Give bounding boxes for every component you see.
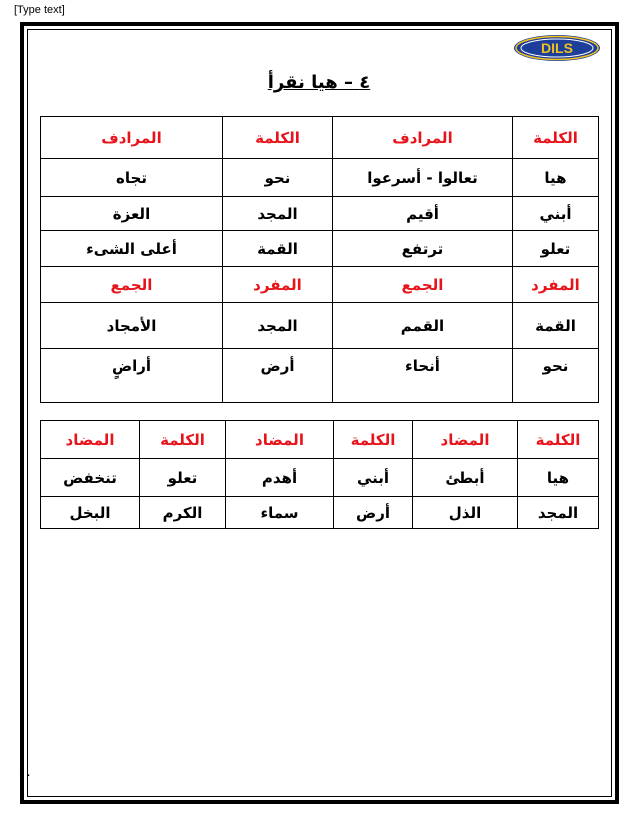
header-note: [Type text] (14, 4, 65, 16)
table-cell: القمة (223, 231, 333, 267)
table-cell: المجد (518, 497, 599, 529)
table-row (41, 231, 599, 267)
header-cell: الجمع (41, 267, 223, 303)
header-cell: المفرد (223, 267, 333, 303)
table-row (41, 303, 599, 349)
header-cell: الكلمة (518, 421, 599, 459)
table-cell: الذل (413, 497, 518, 529)
table-cell: أهدم (226, 459, 334, 497)
header-cell: الكلمة (334, 421, 413, 459)
antonyms-table (40, 420, 599, 529)
logo-text: DILS (541, 40, 573, 56)
header-cell: المرادف (41, 117, 223, 159)
table-cell: البخل (41, 497, 140, 529)
table-cell: أرض (334, 497, 413, 529)
table-cell: أعلى الشىء (41, 231, 223, 267)
table-cell: أقيم (333, 197, 513, 231)
table-header-row (41, 267, 599, 303)
header-cell: المضاد (41, 421, 140, 459)
table-cell: أبني (334, 459, 413, 497)
table-cell: العزة (41, 197, 223, 231)
dils-logo (512, 33, 602, 63)
table-header-row (41, 421, 599, 459)
table-cell: نحو (513, 349, 599, 403)
table-cell: ترتفع (333, 231, 513, 267)
header-cell: الجمع (333, 267, 513, 303)
table-cell: أبني (513, 197, 599, 231)
header-cell: الكلمة (140, 421, 226, 459)
table-row (41, 459, 599, 497)
table-cell: تعالوا - أسرعوا (333, 159, 513, 197)
table-cell: الأمجاد (41, 303, 223, 349)
header-cell: الكلمة (223, 117, 333, 159)
page-number: ١٠ (18, 768, 32, 783)
table-cell: تعلو (140, 459, 226, 497)
table-row (41, 349, 599, 403)
page-title: ٤ – هيا نقرأ (267, 72, 371, 93)
table-cell: المجد (223, 197, 333, 231)
table-cell: تجاه (41, 159, 223, 197)
table-row (41, 197, 599, 231)
table-cell: أنحاء (333, 349, 513, 403)
table-cell: أراضٍ (41, 349, 223, 403)
table-cell: نحو (223, 159, 333, 197)
header-cell: الكلمة (513, 117, 599, 159)
table-cell: تنخفض (41, 459, 140, 497)
synonyms-plurals-table (40, 116, 599, 403)
table-cell: تعلو (513, 231, 599, 267)
table-cell: هيا (513, 159, 599, 197)
table-row (41, 497, 599, 529)
table-header-row (41, 117, 599, 159)
header-cell: المضاد (226, 421, 334, 459)
header-cell: المضاد (413, 421, 518, 459)
table-cell: أرض (223, 349, 333, 403)
table-cell: الكرم (140, 497, 226, 529)
table-cell: القمة (513, 303, 599, 349)
header-cell: المفرد (513, 267, 599, 303)
table-row (41, 159, 599, 197)
table-cell: القمم (333, 303, 513, 349)
header-cell: المرادف (333, 117, 513, 159)
table-cell: هيا (518, 459, 599, 497)
table-cell: أبطئ (413, 459, 518, 497)
table-cell: المجد (223, 303, 333, 349)
table-cell: سماء (226, 497, 334, 529)
